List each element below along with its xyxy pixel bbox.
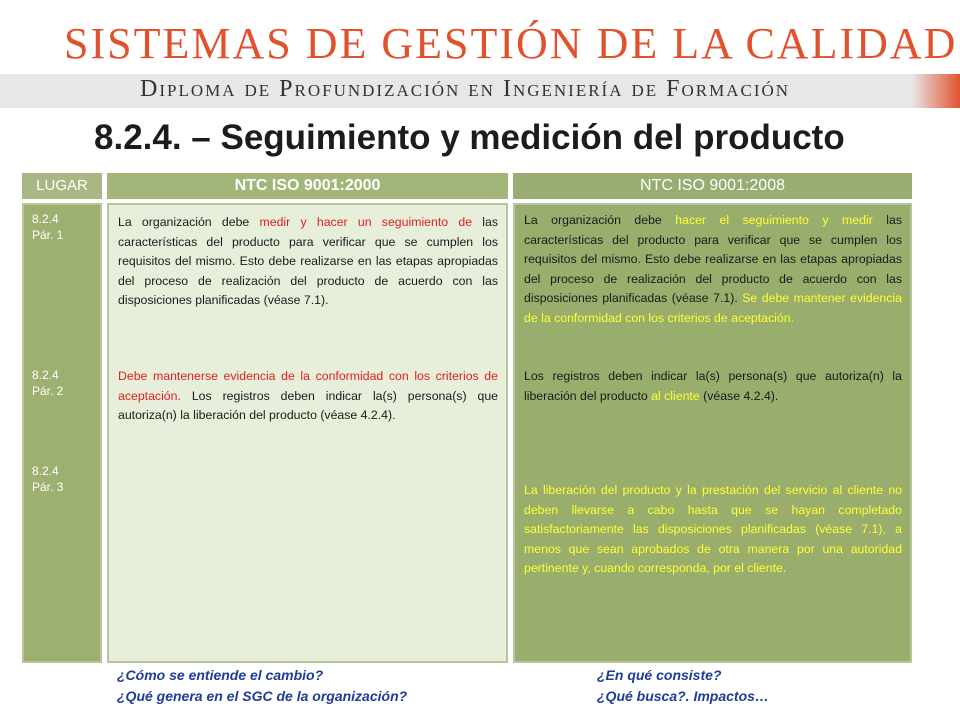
text-segment: La organización debe xyxy=(524,213,676,227)
banner xyxy=(0,0,960,110)
question-right-2: ¿Qué busca?. Impactos… xyxy=(597,688,769,704)
question-left-2: ¿Qué genera en el SGC de la organización? xyxy=(117,688,408,704)
lugar-item-number: 8.2.4 xyxy=(32,212,59,226)
text-segment: Los registros deben indicar la(s) persona(s) que autoriza(n) la liberación del producto (véase 4.2.4). xyxy=(118,388,498,422)
lugar-item-paragraph: Pár. 2 xyxy=(32,384,64,398)
highlight-red: medir y hacer un seguimiento de xyxy=(259,215,473,229)
highlight-yellow: al cliente xyxy=(651,388,700,403)
ntc-2008-paragraph-1 xyxy=(524,211,902,328)
question-left-1: ¿Cómo se entiende el cambio? xyxy=(117,667,324,683)
ntc-2000-paragraph-1 xyxy=(118,213,498,311)
header-lugar: LUGAR xyxy=(22,173,102,199)
header-ntc-2000: NTC ISO 9001:2000 xyxy=(107,173,508,199)
ntc-2000-paragraph-2 xyxy=(118,367,498,426)
highlight-yellow: hacer el seguimiento y medir xyxy=(675,213,873,227)
lugar-item-number: 8.2.4 xyxy=(32,368,59,382)
ntc-2000-column xyxy=(107,203,508,663)
lugar-column xyxy=(22,203,102,663)
ntc-2008-paragraph-3: La liberación del producto y la prestación del servicio al cliente no deben llevarse a cabo hasta que se hayan completado satisfactoriamente las disposiciones planificadas (véase 7.1), a menos que sean aprobados de otra manera por una autoridad pertinente y, cuando corresponda, por el cliente. xyxy=(524,483,902,575)
text-segment: las características del producto para verificar que se cumplen los requisitos del mismo. Esto debe realizarse en las etapas apropiadas del proceso de realización del producto de acuerdo con las disposiciones planificadas (véase 7.1). xyxy=(118,215,499,307)
question-right-1: ¿En qué consiste? xyxy=(597,667,722,683)
text-segment: La organización debe xyxy=(118,215,260,229)
highlight-yellow: Se debe mantener evidencia de la conformidad con los criterios de aceptación. xyxy=(524,291,902,325)
highlight-red: Debe mantenerse evidencia de la conformidad con los criterios de aceptación. xyxy=(118,369,498,403)
text-segment: las características del producto para verificar que se cumplen los requisitos del mismo. Esto debe realizarse en las etapas apropiadas del proceso de realización del producto de acuerdo con las disposiciones planificadas (véase 7.1). xyxy=(524,213,903,305)
banner-subtitle: Diploma de Profundización en Ingeniería de Formación xyxy=(140,76,791,102)
text-segment: (véase 4.2.4). xyxy=(699,388,779,403)
lugar-item-paragraph: Pár. 3 xyxy=(32,480,64,494)
lugar-item-paragraph: Pár. 1 xyxy=(32,228,64,242)
page-title: 8.2.4. – Seguimiento y medición del producto xyxy=(94,118,845,157)
header-ntc-2008: NTC ISO 9001:2008 xyxy=(513,173,912,199)
text-segment: Los registros deben indicar la(s) persona(s) que autoriza(n) la liberación del producto xyxy=(524,369,902,403)
lugar-item-3 xyxy=(32,463,98,495)
lugar-item-1 xyxy=(32,211,98,243)
banner-title: SISTEMAS DE GESTIÓN DE LA CALIDAD xyxy=(64,19,958,68)
lugar-item-2 xyxy=(32,367,98,399)
lugar-item-number: 8.2.4 xyxy=(32,464,59,478)
ntc-2008-column xyxy=(513,203,912,663)
ntc-2008-paragraph-2 xyxy=(524,367,902,406)
